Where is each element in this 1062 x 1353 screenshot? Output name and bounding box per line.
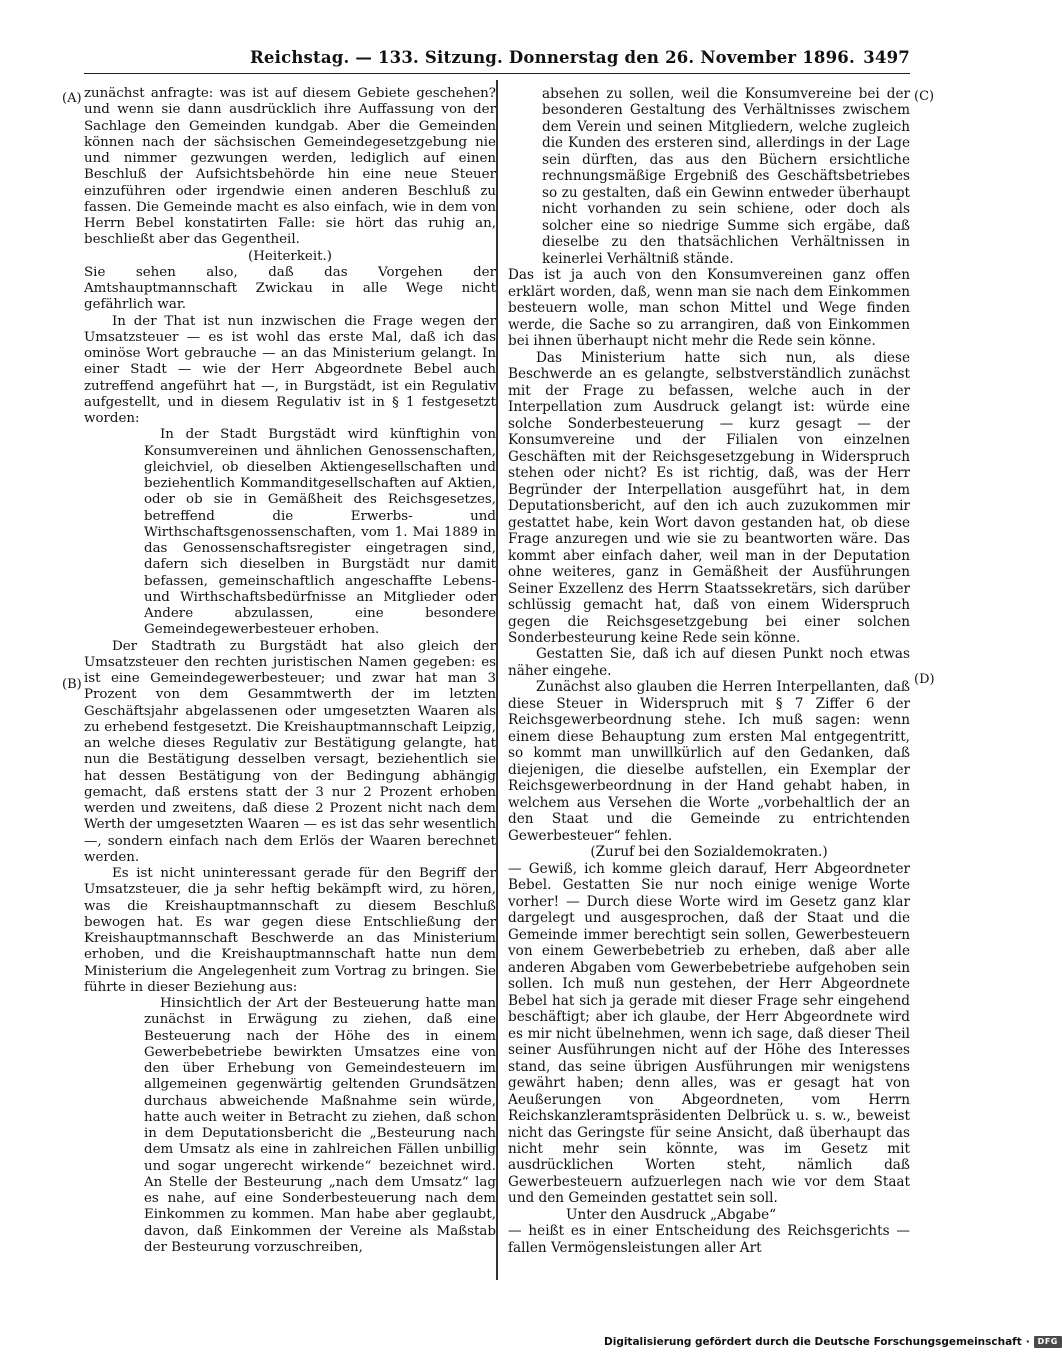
paragraph: Der Stadtrath zu Burgstädt hat also gleich der Umsatzsteuer den rechten juristischen Namen gegeben: es ist eine Gemeindegewerbesteuer; und zwar hat man 3 Prozent von dem Gesammtwerth der im letzten Geschäftsjahr abgelassenen oder umgesetzten Waaren als zu erhebend festgesetzt. Die Kreishauptmannschaft Leipzig, an welche dieses Regulativ zur Bestätigung gelangte, hat nun die Bestätigung desselben versagt, beziehentlich sie hat dessen Bestätigung von der Bedingung abhängig gemacht, daß erstens statt der 3 nur 2 Prozent erhoben werden und zweitens, daß diese 2 Prozent nicht nach dem Werth der umgesetzten Waaren — es ist das sehr wesentlich —, sondern einfach nach dem Erlös der Waaren berechnet werden. <box>84 638 496 865</box>
paragraph: In der That ist nun inzwischen die Frage wegen der Umsatzsteuer — es ist wohl das erste Mal, daß ich das ominöse Wort gebrauche — an das Ministerium gelangt. In einer Stadt — wie der Herr Abgeordnete Bebel auch zutreffend angeführt hat —, in Burgstädt, ist ein Regulativ aufgestellt, und in diesem Regulativ ist in § 1 festgesetzt worden: <box>84 313 496 426</box>
page-header <box>84 45 910 74</box>
quotation: absehen zu sollen, weil die Konsumvereine bei der besonderen Gestaltung des Verhältnisses zwischem dem Verein und seinen Mitgliedern, welche zugleich die Kunden des ersteren sind, allerdings in der Lage sein dürften, das aus den Büchern ersichtliche rechnungsmäßige Ergebniß des Geschäftsbetriebes so zu gestalten, daß ein Gewinn entweder überhaupt nicht vorhanden zu sein schiene, oder doch als solcher eine so niedrige Summe sich ergäbe, daß dieselbe zu den thatsächlichen Verhältnissen in keinerlei Verhältniß stände. <box>542 86 910 267</box>
page-number: 3497 <box>863 48 910 67</box>
left-column <box>84 86 496 1256</box>
quotation: In der Stadt Burgstädt wird künftighin von Konsumvereinen und ähnlichen Genossenschaften, gleichviel, ob dieselben Aktiengesellschaften und beziehentlich Kommanditgesellschaften auf Aktien, oder ob sie in Gemäßheit des Reichsgesetzes, betreffend die Erwerbs- und Wirthschaftsgenossenschaften, vom 1. Mai 1889 in das Genossenschaftsregister eingetragen sind, dafern sich dieselben in Burgstädt nur damit befassen, gemeinschaftlich angeschaffte Lebens- und Wirthschaftsbedürfnisse an Mitglieder oder Andere abzulassen, eine besondere Gemeindegewerbesteuer erhoben. <box>144 427 496 638</box>
column-divider <box>496 80 498 1280</box>
paragraph: Zunächst also glauben die Herren Interpellanten, daß diese Steuer in Widerspruch mit § 7 Ziffer 6 der Reichsgewerbeordnung stehe. Ich muß sagen: wenn einem diese Behauptung zum ersten Mal entgegentritt, so kommt man unwillkürlich auf den Gedanken, daß diejenigen, die dieselbe aufstellen, ein Exemplar der Reichsgewerbeordnung in der Hand gehabt haben, in welchem aus Versehen die Worte „vorbehaltlich der an den Staat und die Gemeinde zu entrichtenden Gewerbesteuer“ fehlen. <box>508 679 910 844</box>
margin-marker-c: (C) <box>914 89 935 104</box>
digitization-footer <box>604 1334 1062 1350</box>
margin-marker-a: (A) <box>62 91 82 106</box>
paragraph: Es ist nicht uninteressant gerade für den Begriff der Umsatzsteuer, die ja sehr heftig bekämpft wird, zu hören, was die Kreishauptmannschaft zu diesem Beschluß bewogen hat. Es war gegen diese Entschließung der Kreishauptmannschaft Beschwerde an das Ministerium erhoben, und die Kreishauptmannschaft hatte nun dem Ministerium die Angelegenheit zum Vortrag zu bringen. Sie führte in dieser Beziehung aus: <box>84 866 496 995</box>
interjection: (Zuruf bei den Sozialdemokraten.) <box>590 844 828 861</box>
margin-marker-b: (B) <box>62 677 82 692</box>
quotation: Hinsichtlich der Art der Besteuerung hatte man zunächst in Erwägung zu ziehen, daß eine Besteuerung nach der Höhe des in einem Gewerbebetriebe bewirkten Umsatzes eine von den über Erhebung von Gemeindesteuern im allgemeinen gegenwärtig geltenden Grundsätzen durchaus abweichende Maßnahme sein würde, hatte auch weiter in Betracht zu ziehen, daß schon in dem Deputationsbericht die „Besteurung nach dem Umsatz als eine in zahlreichen Fällen unbillig und sogar ungerecht wirkende“ bezeichnet wird. An Stelle der Besteurung „nach dem Umsatz“ lag es nahe, auf eine Sonderbesteuerung nach dem Einkommen zu kommen. Man habe aber geglaubt, davon, daß Einkommen der Vereine als Maßstab der Besteurung vorzuschreiben, <box>144 996 496 1255</box>
right-column <box>508 86 910 1256</box>
paragraph: — Gewiß, ich komme gleich darauf, Herr Abgeordneter Bebel. Gestatten Sie nur noch einige wenige Worte vorher! — Durch diese Worte wird im Gesetz ganz klar dargelegt und ausgesprochen, daß der Staat und die Gemeinde immer berechtigt sein sollen, Gewerbesteuern von einem Gewerbebetrieb zu erheben, daß aber alle anderen Abgaben vom Gewerbebetriebe aufgehoben sein sollen. Ich muß nun gestehen, der Herr Abgeordnete Bebel hat sich ja gerade mit dieser Frage sehr eingehend beschäftigt; aber ich glaube, der Herr Abgeordnete wird es mir nicht übelnehmen, wenn ich sage, daß dieser Theil seiner Ausführungen nicht auf der Höhe des Interesses stand, das seine übrigen Ausführungen mir wenigstens gewährt haben; denn alles, was er gesagt hat von Aeußerungen von Abgeordneten, vom Herrn Reichskanzleramtspräsidenten Delbrück u. s. w., beweist nicht das Geringste für seine Ansicht, daß überhaupt das nicht mehr sein könnte, was im Gesetz mit ausdrücklichen Worten steht, nämlich daß Gewerbesteuern aufzuerlegen nach wie vor dem Staat und den Gemeinden gestattet sein soll. <box>508 860 910 1207</box>
header-title: Reichstag. — 133. Sitzung. Donnerstag den 26. November 1896. <box>250 48 855 67</box>
paragraph: zunächst anfragte: was ist auf diesem Gebiete geschehen? und wenn sie dann ausdrücklich ihre Auffassung von der Sachlage den Gemeinden kundgab. Aber die Gemeinden können nach der sächsischen Gemeindegesetzgebung nie und nimmer gezwungen werden, lediglich auf einen Beschluß der Aufsichtsbehörde hin eine neue Steuer einzuführen oder irgendwie einen anderen Beschluß zu fassen. Die Gemeinde macht es also einfach, wie in dem von Herrn Bebel konstatirten Falle: sie hört das ruhig an, beschließt aber das Gegentheil. <box>84 86 496 248</box>
paragraph: — heißt es in einer Entscheidung des Reichsgerichts — fallen Vermögensleistungen aller Art <box>508 1223 910 1256</box>
paragraph: Das Ministerium hatte sich nun, als diese Beschwerde an es gelangte, selbstverständlich zunächst mit der Frage zu befassen, welche auch in der Interpellation zum Ausdruck gelangt ist: würde eine solche Sonderbesteuerung — kurz gesagt — der Konsumvereine und der Filialen von einzelnen Geschäften mit der Reichsgesetzgebung in Widerspruch stehen oder nicht? Es ist richtig, daß, was der Herr Begründer der Interpellation ausgeführt hat, in dem Deputationsbericht, auf den ich auch zuzukommen mir gestattet habe, kein Wort davon gestanden hat, ob diese Frage anzuregen und wie sie zu beantworten wäre. Das kommt aber einfach daher, weil man in der Deputation ohne weiteres, ganz in Gemäßheit der Ausführungen Seiner Exzellenz des Herrn Staatssekretärs, sich darüber schlüssig gemacht hat, daß von einem Widerspruch gegen die Reichsgesetzgebung bei einer solchen Sonderbesteurung keine Rede sein könne. <box>508 349 910 646</box>
quotation: Unter den Ausdruck „Abgabe“ <box>566 1206 777 1223</box>
dfg-logo-icon: DFG <box>1034 1336 1062 1348</box>
paragraph: Das ist ja auch von den Konsumvereinen ganz offen erklärt worden, daß, wenn man sie nach dem Einkommen besteuern wolle, man schon Mittel und Wege finden werde, die Sache so zu arrangiren, daß von Einkommen bei ihnen überhaupt nicht mehr die Rede sein könne. <box>508 267 910 350</box>
interjection: (Heiterkeit.) <box>248 248 332 264</box>
footer-separator: · <box>1025 1336 1030 1348</box>
margin-marker-d: (D) <box>914 672 935 687</box>
paragraph: Sie sehen also, daß das Vorgehen der Amtshauptmannschaft Zwickau in alle Wege nicht gefährlich war. <box>84 264 496 313</box>
footer-text: Digitalisierung gefördert durch die Deutsche Forschungsgemeinschaft <box>604 1336 1022 1348</box>
paragraph: Gestatten Sie, daß ich auf diesen Punkt noch etwas näher eingehe. <box>508 646 910 679</box>
